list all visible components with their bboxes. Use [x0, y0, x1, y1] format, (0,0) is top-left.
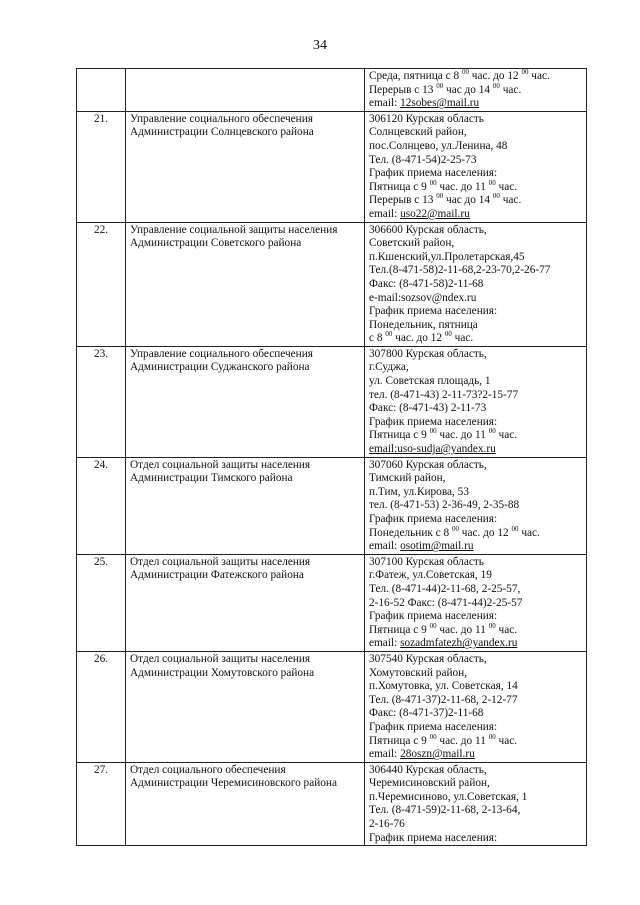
- address-cell: [365, 69, 587, 112]
- address-line: тел. (8-471-43) 2-11-73?2-15-77: [369, 388, 519, 401]
- organization-line: Управление социального обеспечения: [130, 112, 313, 125]
- address-line: ул. Советская площадь, 1: [369, 375, 491, 388]
- organization-line: Администрации Советского района: [130, 237, 302, 250]
- address-line: Черемисиновский район,: [369, 777, 490, 790]
- address-line: тел. (8-471-53) 2-36-49, 2-35-88: [369, 499, 520, 512]
- address-line: email: sozadmfatezh@yandex.ru: [369, 637, 518, 650]
- address-line: п.Кшенский,ул.Пролетарская,45: [369, 250, 525, 263]
- organization-line: Управление социального обеспечения: [130, 347, 313, 360]
- table-row: [77, 762, 587, 846]
- address-line: e-mail:sozsov@ndex.ru: [369, 291, 477, 304]
- address-line: 307800 Курская область,: [369, 347, 487, 360]
- address-line: п.Тим, ул.Кирова, 53: [369, 485, 469, 498]
- address-line: Тел. (8-471-44)2-11-68, 2-25-57,: [369, 582, 521, 595]
- address-cell: [365, 457, 587, 554]
- row-number: 23.: [77, 346, 126, 457]
- organization-line: Администрации Тимского района: [130, 472, 293, 485]
- address-line: п.Хомутовка, ул. Советская, 14: [369, 680, 518, 693]
- address-line: Факс: (8-471-43) 2-11-73: [369, 402, 487, 415]
- organization-line: Отдел социальной защиты населения: [130, 458, 311, 471]
- row-number: 21.: [77, 111, 126, 222]
- table-row: [77, 554, 587, 651]
- table-row: [77, 346, 587, 457]
- address-line: г.Суджа,: [369, 361, 409, 374]
- address-line: 306600 Курская область,: [369, 223, 487, 236]
- address-line: п.Черемисиново, ул.Советская, 1: [369, 790, 528, 803]
- address-line: Пятница с 9 $^{00}$ час. до 11 $^{00}$ час.: [369, 427, 518, 442]
- organization-cell: [126, 222, 365, 346]
- page-number: 34: [313, 38, 327, 53]
- address-line: 306120 Курская область: [369, 112, 484, 125]
- table-row: [77, 457, 587, 554]
- address-cell: [365, 222, 587, 346]
- table-row: [77, 222, 587, 346]
- table-row: [77, 111, 587, 222]
- row-number: 25.: [77, 554, 126, 651]
- organization-cell: [126, 762, 365, 846]
- address-line: Хомутовский район,: [369, 666, 468, 679]
- organization-line: Администрации Суджанского района: [130, 361, 310, 374]
- address-line: 2-16-52 Факс: (8-471-44)2-25-57: [369, 596, 523, 609]
- row-number: 27.: [77, 762, 126, 846]
- address-line: График приема населения:: [369, 720, 498, 733]
- offices-table: [76, 68, 587, 846]
- address-line: Пятница с 9 $^{00}$ час. до 11 $^{00}$ час.: [369, 621, 518, 636]
- table-row: [77, 69, 587, 112]
- organization-line: Отдел социального обеспечения: [130, 763, 286, 776]
- address-line: email: osotim@mail.ru: [369, 540, 474, 553]
- address-line: Тел.(8-471-58)2-11-68,2-23-70,2-26-77: [369, 264, 551, 277]
- address-line: График приема населения:: [369, 415, 498, 428]
- address-line: email: 12sobes@mail.ru: [369, 97, 480, 110]
- address-line: Факс: (8-471-58)2-11-68: [369, 277, 484, 290]
- address-line: Советский район,: [369, 237, 455, 250]
- address-cell: [365, 346, 587, 457]
- address-cell: [365, 554, 587, 651]
- address-line: Перерыв с 13 $^{00}$ час до 14 $^{00}$ час.: [369, 192, 522, 207]
- address-line: Понедельник, пятница: [369, 318, 478, 331]
- address-line: Понедельник с 8 $^{00}$ час. до 12 $^{00}$ час.: [369, 524, 540, 539]
- address-line: График приема населения:: [369, 513, 498, 525]
- address-line: График приема населения:: [369, 610, 498, 623]
- organization-line: Администрации Солнцевского района: [130, 126, 314, 139]
- row-number: 24.: [77, 457, 126, 554]
- address-line: г.Фатеж, ул.Советская, 19: [369, 569, 492, 582]
- address-line: Среда, пятница с 8 $^{00}$ час. до 12 $^{00}$ час.: [369, 68, 550, 82]
- address-line: 306440 Курская область,: [369, 763, 487, 776]
- address-line: Солнцевский район,: [369, 126, 467, 139]
- address-line: 307540 Курская область,: [369, 652, 487, 665]
- organization-cell: [126, 111, 365, 222]
- address-line: Пятница с 9 $^{00}$ час. до 11 $^{00}$ час.: [369, 178, 518, 193]
- address-line: График приема населения:: [369, 831, 498, 844]
- organization-line: Управление социальной защиты населения: [130, 223, 338, 236]
- address-line: 307060 Курская область,: [369, 458, 487, 471]
- organization-line: Отдел социальной защиты населения: [130, 555, 311, 568]
- organization-cell: [126, 457, 365, 554]
- organization-cell: [126, 651, 365, 762]
- address-line: email: uso22@mail.ru: [369, 207, 470, 220]
- address-line: email:uso-sudja@yandex.ru: [369, 443, 496, 456]
- row-number: 22.: [77, 222, 126, 346]
- organization-line: Администрации Черемисиновского района: [130, 777, 337, 790]
- address-line: с 8 $^{00}$ час. до 12 $^{00}$ час.: [369, 330, 474, 345]
- organization-line: Отдел социальной защиты населения: [130, 652, 311, 665]
- organization-cell: [126, 554, 365, 651]
- address-line: График приема населения:: [369, 305, 498, 318]
- address-line: Пятница с 9 $^{00}$ час. до 11 $^{00}$ час.: [369, 732, 518, 747]
- address-line: График приема населения:: [369, 167, 498, 180]
- address-line: Тимский район,: [369, 472, 446, 485]
- address-line: email: 28oszn@mail.ru: [369, 748, 475, 761]
- organization-line: Администрации Хомутовского района: [130, 666, 315, 679]
- address-line: 2-16-76: [369, 818, 405, 831]
- organization-line: Администрации Фатежского района: [130, 569, 304, 582]
- table-row: [77, 651, 587, 762]
- organization-cell: [126, 69, 365, 112]
- address-cell: [365, 111, 587, 222]
- address-line: Тел. (8-471-37)2-11-68, 2-12-77: [369, 693, 518, 706]
- address-line: пос.Солнцево, ул.Ленина, 48: [369, 139, 508, 152]
- organization-cell: [126, 346, 365, 457]
- row-number: [77, 69, 126, 112]
- address-line: 307100 Курская область: [369, 555, 484, 568]
- address-line: Тел. (8-471-54)2-25-73: [369, 153, 477, 166]
- address-cell: [365, 762, 587, 846]
- address-line: Тел. (8-471-59)2-11-68, 2-13-64,: [369, 804, 521, 817]
- address-line: Перерыв с 13 $^{00}$ час до 14 $^{00}$ час.: [369, 81, 522, 96]
- address-line: Факс: (8-471-37)2-11-68: [369, 707, 484, 720]
- row-number: 26.: [77, 651, 126, 762]
- address-cell: [365, 651, 587, 762]
